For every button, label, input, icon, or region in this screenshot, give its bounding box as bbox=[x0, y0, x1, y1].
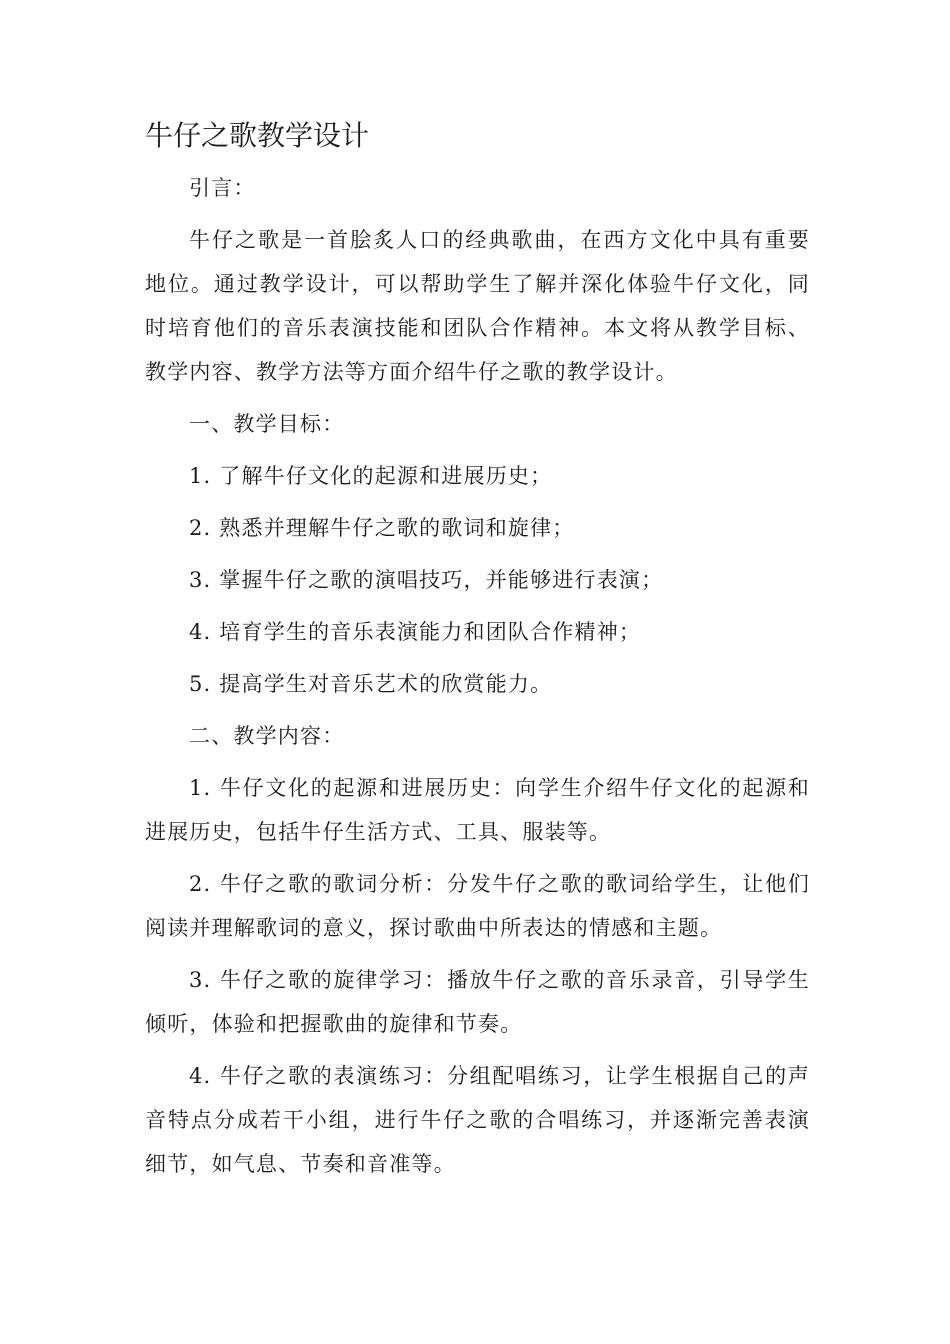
content-item: 4. 牛仔之歌的表演练习：分组配唱练习，让学生根据自己的声音特点分成若干小组，进行牛仔之歌的合唱练习，并逐渐完善表演细节，如气息、节奏和音准等。 bbox=[145, 1064, 810, 1176]
content-item: 2. 牛仔之歌的歌词分析：分发牛仔之歌的歌词给学生，让他们阅读并理解歌词的意义，探讨歌曲中所表达的情感和主题。 bbox=[145, 872, 810, 940]
content-item: 3. 牛仔之歌的旋律学习：播放牛仔之歌的音乐录音，引导学生倾听，体验和把握歌曲的旋律和节奏。 bbox=[145, 968, 810, 1036]
document-body bbox=[145, 112, 810, 1194]
goal-item: 3. 掌握牛仔之歌的演唱技巧，并能够进行表演； bbox=[189, 568, 664, 592]
document-title: 牛仔之歌教学设计 bbox=[145, 119, 370, 152]
section-heading-goals: 一、教学目标： bbox=[189, 412, 345, 436]
goal-item: 4. 培育学生的音乐表演能力和团队合作精神； bbox=[189, 620, 642, 644]
goal-item: 1. 了解牛仔文化的起源和进展历史； bbox=[189, 464, 553, 488]
section-heading-contents: 二、教学内容： bbox=[189, 724, 345, 748]
intro-paragraph: 牛仔之歌是一首脍炙人口的经典歌曲，在西方文化中具有重要地位。通过教学设计，可以帮助学生了解并深化体验牛仔文化，同时培育他们的音乐表演技能和团队合作精神。本文将从教学目标、教学内容、教学方法等方面介绍牛仔之歌的教学设计。 bbox=[145, 228, 810, 384]
content-item: 1. 牛仔文化的起源和进展历史：向学生介绍牛仔文化的起源和进展历史，包括牛仔生活方式、工具、服装等。 bbox=[145, 776, 810, 844]
intro-heading: 引言： bbox=[189, 176, 256, 200]
goal-item: 2. 熟悉并理解牛仔之歌的歌词和旋律； bbox=[189, 516, 575, 540]
goal-item: 5. 提高学生对音乐艺术的欣赏能力。 bbox=[189, 672, 553, 696]
